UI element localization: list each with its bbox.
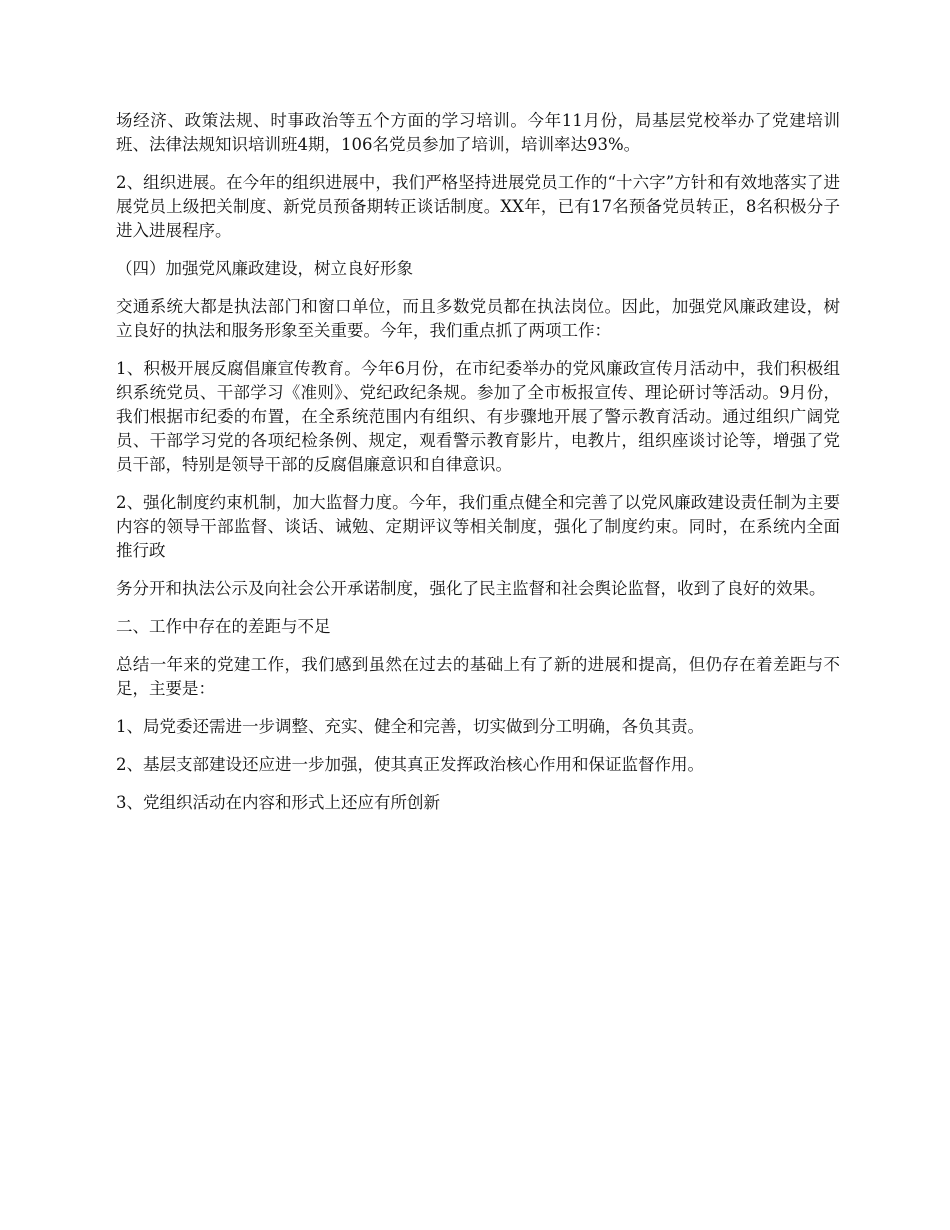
paragraph-shortcomings-intro: 总结一年来的党建工作，我们感到虽然在过去的基础上有了新的进展和提高，但仍存在着差距与不足，主要是： — [116, 655, 840, 698]
paragraph-shortcoming-2: 2、基层支部建设还应进一步加强，使其真正发挥政治核心作用和保证监督作用。 — [116, 755, 704, 774]
paragraph-institutional-constraints: 2、强化制度约束机制，加大监督力度。今年，我们重点健全和完善了以党风廉政建设责任制为主要内容的领导干部监督、谈话、诫勉、定期评议等相关制度，强化了制度约束。同时，在系统内全面推行政 — [116, 493, 840, 560]
section-heading-integrity-building: （四）加强党风廉政建设，树立良好形象 — [116, 259, 413, 278]
paragraph-shortcoming-1: 1、局党委还需进一步调整、充实、健全和完善，切实做到分工明确，各负其责。 — [116, 717, 704, 736]
paragraph-organization-development: 2、组织进展。在今年的组织进展中，我们严格坚持进展党员工作的“十六字”方针和有效地落实了进展党员上级把关制度、新党员预备期转正谈话制度。XX年，已有17名预备党员转正，8名积极分子进入进展程序。 — [116, 173, 840, 240]
paragraph-shortcoming-3: 3、党组织活动在内容和形式上还应有所创新 — [116, 793, 440, 812]
paragraph-public-disclosure: 务分开和执法公示及向社会公开承诺制度，强化了民主监督和社会舆论监督，收到了良好的效果。 — [116, 579, 826, 598]
paragraph-anti-corruption-education: 1、积极开展反腐倡廉宣传教育。今年6月份，在市纪委举办的党风廉政宣传月活动中，我们积极组织系统党员、干部学习《准则》、党纪政纪条规。参加了全市板报宣传、理论研讨等活动。9月份，我们根据市纪委的布置，在全系统范围内有组织、有步骤地开展了警示教育活动。通过组织广阔党员、干部学习党的各项纪检条例、规定，观看警示教育影片，电教片，组织座谈讨论等，增强了党员干部，特别是领导干部的反腐倡廉意识和自律意识。 — [116, 359, 840, 474]
document-body — [116, 109, 840, 829]
paragraph-training-summary: 场经济、政策法规、时事政治等五个方面的学习培训。今年11月份，局基层党校举办了党建培训班、法律法规知识培训班4期，106名党员参加了培训，培训率达93%。 — [116, 111, 840, 154]
paragraph-integrity-intro: 交通系统大都是执法部门和窗口单位，而且多数党员都在执法岗位。因此，加强党风廉政建设，树立良好的执法和服务形象至关重要。今年，我们重点抓了两项工作： — [116, 297, 840, 340]
section-heading-shortcomings: 二、工作中存在的差距与不足 — [116, 617, 331, 636]
